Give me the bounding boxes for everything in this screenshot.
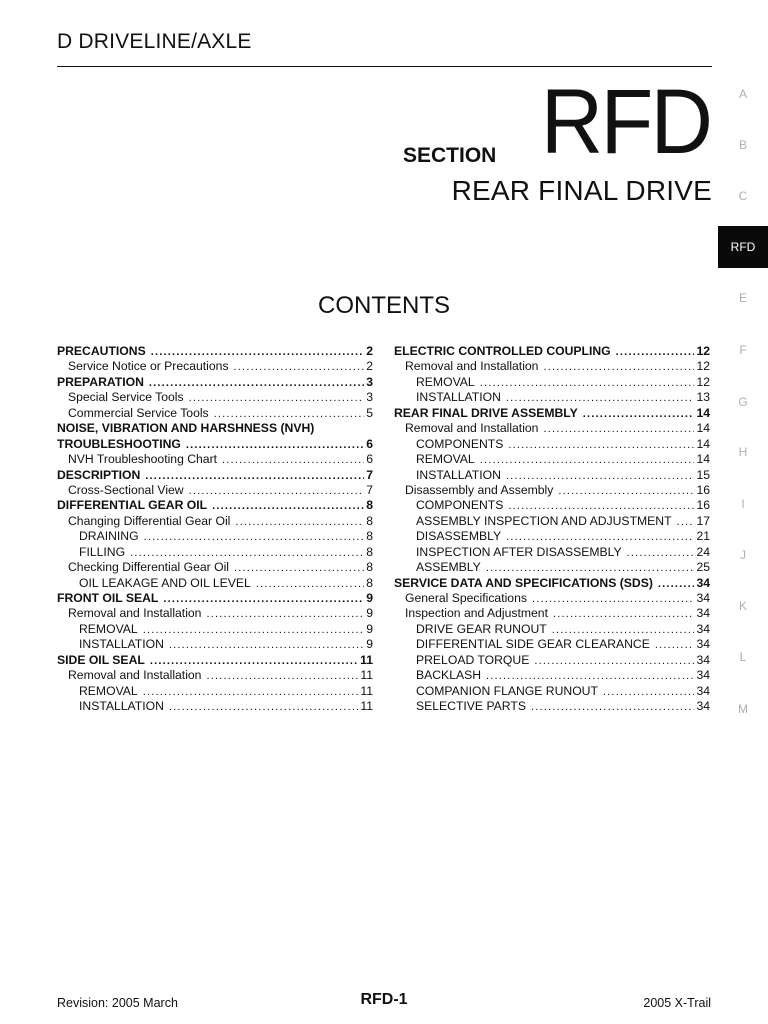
toc-entry[interactable] [394, 421, 710, 436]
toc-entry[interactable] [57, 498, 373, 513]
toc-dot-leader [163, 593, 364, 605]
toc-entry[interactable] [57, 375, 373, 390]
toc-dot-leader [583, 408, 695, 420]
toc-dot-leader [189, 485, 365, 497]
toc-dot-leader [234, 562, 364, 574]
toc-dot-leader [222, 454, 364, 466]
toc-entry[interactable] [394, 576, 710, 591]
toc-entry[interactable] [394, 591, 710, 606]
toc-entry-page: 12 [696, 374, 710, 389]
toc-entry-page: 11 [360, 683, 373, 698]
footer-revision: Revision: 2005 March [57, 996, 178, 1010]
toc-entry[interactable] [57, 406, 373, 421]
toc-entry-page: 15 [696, 467, 710, 482]
toc-entry[interactable] [57, 468, 373, 483]
toc-dot-leader [506, 392, 695, 404]
toc-dot-leader [143, 686, 359, 698]
toc-entry-title: COMPONENTS [416, 498, 504, 513]
toc-entry[interactable] [394, 529, 710, 544]
toc-dot-leader [616, 346, 695, 358]
toc-entry-title: NVH Troubleshooting Chart [68, 452, 218, 467]
toc-entry[interactable] [57, 576, 373, 591]
toc-entry-page: 34 [696, 637, 710, 652]
toc-entry-page: 34 [696, 683, 710, 698]
toc-entry-page: 5 [366, 405, 373, 420]
toc-entry-title: INSPECTION AFTER DISASSEMBLY [416, 544, 622, 559]
toc-entry[interactable] [57, 437, 373, 452]
toc-entry[interactable] [394, 668, 710, 683]
toc-entry[interactable] [57, 560, 373, 575]
toc-dot-leader [506, 470, 695, 482]
toc-entry[interactable] [57, 606, 373, 621]
toc-entry-page: 34 [696, 652, 710, 667]
toc-entry-page: 8 [366, 575, 373, 590]
toc-entry[interactable] [394, 468, 710, 483]
toc-entry[interactable] [394, 437, 710, 452]
toc-dot-leader [534, 655, 694, 667]
toc-entry[interactable] [57, 545, 373, 560]
toc-entry-page: 25 [696, 560, 710, 575]
toc-entry[interactable] [57, 699, 373, 714]
toc-entry-title: DIFFERENTIAL SIDE GEAR CLEARANCE [416, 637, 650, 652]
toc-entry-page: 2 [366, 359, 373, 374]
toc-entry[interactable] [57, 668, 373, 683]
toc-right-column [394, 344, 710, 715]
toc-dot-leader [543, 423, 694, 435]
toc-dot-leader [214, 408, 365, 420]
tab-i[interactable]: I [741, 497, 745, 511]
tab-h[interactable]: H [738, 445, 748, 459]
toc-dot-leader [130, 547, 364, 559]
toc-entry-page: 2 [366, 344, 373, 358]
toc-entry-page: 8 [366, 544, 373, 559]
toc-entry[interactable] [57, 529, 373, 544]
toc-entry-title: PRECAUTIONS [57, 344, 146, 358]
toc-entry[interactable] [394, 375, 710, 390]
toc-entry-page: 6 [366, 452, 373, 467]
toc-dot-leader [532, 593, 694, 605]
toc-dot-leader [506, 531, 694, 543]
header-rule [57, 66, 712, 67]
toc-entry-title: BACKLASH [416, 668, 482, 683]
toc-entry-title: DISASSEMBLY [416, 529, 502, 544]
tab-k[interactable]: K [738, 599, 747, 613]
toc-dot-leader [480, 454, 695, 466]
toc-entry-title: ELECTRIC CONTROLLED COUPLING [394, 344, 611, 358]
toc-entry-page: 9 [366, 621, 373, 636]
toc-entry-title: SELECTIVE PARTS [416, 699, 526, 714]
toc-dot-leader [677, 516, 695, 528]
toc-entry-title: OIL LEAKAGE AND OIL LEVEL [79, 575, 251, 590]
toc-entry[interactable] [57, 591, 373, 606]
toc-entry[interactable] [394, 406, 710, 421]
toc-entry-title: General Specifications [405, 591, 527, 605]
toc-entry-page: 34 [696, 621, 710, 636]
toc-dot-leader [552, 624, 695, 636]
toc-entry-page: 8 [366, 560, 373, 575]
toc-entry-title: INSTALLATION [79, 637, 164, 652]
toc-entry-title: DESCRIPTION [57, 467, 141, 482]
tab-rfd[interactable]: RFD [718, 226, 768, 268]
toc-entry-title: Service Notice or Precautions [68, 359, 229, 374]
toc-entry-title: INSTALLATION [416, 467, 501, 482]
tab-a[interactable]: A [738, 87, 747, 101]
toc-entry-page: 11 [360, 699, 373, 714]
toc-entry[interactable] [394, 684, 710, 699]
toc-entry-page: 11 [360, 652, 373, 667]
toc-dot-leader [186, 439, 364, 451]
toc-entry-title: Removal and Installation [405, 421, 539, 436]
toc-entry-page: 21 [696, 529, 710, 544]
toc-entry-page: 9 [366, 606, 373, 621]
toc-entry-page: 14 [696, 436, 710, 451]
toc-entry-title: TROUBLESHOOTING [57, 436, 181, 451]
toc-entry-page: 14 [696, 421, 710, 436]
toc-entry-title: REMOVAL [79, 621, 138, 636]
toc-entry-title: DRAINING [79, 529, 139, 544]
toc-entry-title: SIDE OIL SEAL [57, 652, 145, 667]
toc-entry[interactable] [394, 483, 710, 498]
toc-dot-leader [212, 500, 364, 512]
toc-entry-page: 9 [366, 637, 373, 652]
tab-e[interactable]: E [738, 291, 747, 305]
toc-dot-leader [143, 624, 365, 636]
toc-dot-leader [558, 485, 694, 497]
toc-entry-title: ASSEMBLY INSPECTION AND ADJUSTMENT [416, 513, 672, 528]
toc-entry-title: FILLING [79, 544, 126, 559]
toc-entry-page: 3 [366, 390, 373, 405]
toc-dot-leader [189, 392, 365, 404]
toc-entry-page: 24 [696, 544, 710, 559]
toc-dot-leader [508, 500, 694, 512]
section-title: REAR FINAL DRIVE [451, 175, 712, 206]
toc-entry[interactable] [57, 653, 373, 668]
toc-entry[interactable] [394, 390, 710, 405]
tab-f[interactable]: F [739, 343, 747, 357]
tab-m[interactable]: M [738, 702, 748, 716]
toc-entry-title: Cross-Sectional View [68, 482, 184, 497]
toc-entry-title: ASSEMBLY [416, 560, 481, 575]
toc-entry-title: REAR FINAL DRIVE ASSEMBLY [394, 405, 578, 420]
toc-entry-title: REMOVAL [416, 374, 475, 389]
toc-entry-title: PRELOAD TORQUE [416, 652, 530, 667]
toc-entry-title: Changing Differential Gear Oil [68, 513, 231, 528]
toc-dot-leader [169, 639, 364, 651]
toc-entry[interactable] [394, 699, 710, 714]
toc-dot-leader [480, 377, 695, 389]
toc-entry-title: Checking Differential Gear Oil [68, 560, 229, 575]
toc-dot-leader [151, 346, 365, 358]
tab-b[interactable]: B [738, 138, 747, 152]
toc-entry-page: 16 [696, 498, 710, 513]
toc-entry-title: Disassembly and Assembly [405, 482, 554, 497]
toc-entry-page: 34 [696, 575, 710, 590]
toc-entry-page: 11 [360, 668, 373, 683]
toc-entry-page: 14 [696, 452, 710, 467]
toc-entry-title: Special Service Tools [68, 390, 184, 405]
toc-entry[interactable] [57, 359, 373, 374]
toc-entry[interactable] [57, 684, 373, 699]
toc-dot-leader [486, 670, 694, 682]
tab-j[interactable]: J [740, 548, 746, 562]
toc-entry[interactable] [394, 637, 710, 652]
toc-entry[interactable] [57, 390, 373, 405]
section-code: RFD [540, 71, 710, 173]
toc-entry[interactable] [394, 498, 710, 513]
footer-model: 2005 X-Trail [643, 996, 711, 1010]
tab-l[interactable]: L [739, 650, 747, 664]
toc-entry-page: 17 [696, 513, 710, 528]
toc-dot-leader [206, 608, 364, 620]
toc-entry[interactable] [57, 622, 373, 637]
toc-entry[interactable] [394, 653, 710, 668]
toc-entry-title: Inspection and Adjustment [405, 606, 548, 621]
toc-entry-page: 8 [366, 513, 373, 528]
toc-dot-leader [508, 439, 694, 451]
toc-dot-leader [256, 578, 364, 590]
toc-entry[interactable] [394, 514, 710, 529]
toc-dot-leader [658, 578, 695, 590]
toc-entry-page: 14 [696, 405, 710, 420]
toc-entry-page: 7 [366, 482, 373, 497]
tab-g[interactable]: G [738, 395, 748, 409]
toc-entry-title: DRIVE GEAR RUNOUT [416, 621, 547, 636]
toc-entry-page: 34 [696, 606, 710, 621]
toc-dot-leader [531, 701, 694, 713]
toc-entry[interactable] [57, 421, 373, 436]
toc-entry[interactable] [394, 359, 710, 374]
toc-entry-title: Removal and Installation [68, 668, 202, 683]
toc-entry-title: COMPANION FLANGE RUNOUT [416, 683, 598, 698]
toc-entry[interactable] [57, 344, 373, 359]
toc-entry-page: 8 [366, 498, 373, 513]
toc-entry-page: 34 [696, 668, 710, 683]
toc-entry-page: 12 [696, 344, 710, 358]
toc-entry-page: 12 [696, 359, 710, 374]
toc-dot-leader [603, 686, 695, 698]
toc-entry-page: 9 [366, 591, 373, 605]
toc-entry[interactable] [57, 452, 373, 467]
toc-entry[interactable] [394, 606, 710, 621]
toc-entry[interactable] [394, 344, 710, 359]
group-label: D DRIVELINE/AXLE [57, 30, 252, 53]
toc-entry-page: 6 [366, 436, 373, 451]
toc-entry-title: DIFFERENTIAL GEAR OIL [57, 498, 208, 513]
toc-entry-page: 16 [696, 482, 710, 497]
toc-entry[interactable] [57, 514, 373, 529]
toc-dot-leader [655, 639, 695, 651]
toc-left-column [57, 344, 373, 715]
toc-dot-leader [234, 361, 365, 373]
toc-entry-title: PREPARATION [57, 374, 144, 389]
toc-entry-page: 7 [366, 467, 373, 482]
toc-dot-leader [206, 670, 358, 682]
toc-entry[interactable] [394, 622, 710, 637]
toc-dot-leader [144, 531, 365, 543]
toc-entry-title: FRONT OIL SEAL [57, 591, 159, 605]
toc-entry-title: SERVICE DATA AND SPECIFICATIONS (SDS) [394, 575, 653, 590]
toc-dot-leader [150, 655, 358, 667]
toc-entry[interactable] [57, 637, 373, 652]
toc-entry-page: 8 [366, 529, 373, 544]
toc-entry[interactable] [394, 452, 710, 467]
toc-entry[interactable] [394, 560, 710, 575]
toc-entry-title: NOISE, VIBRATION AND HARSHNESS (NVH) [57, 421, 315, 436]
toc-dot-leader [627, 547, 695, 559]
toc-entry-title: Commercial Service Tools [68, 405, 209, 420]
toc-dot-leader [235, 516, 364, 528]
toc-entry-title: Removal and Installation [405, 359, 539, 374]
toc-entry[interactable] [57, 483, 373, 498]
section-word: SECTION [403, 144, 497, 167]
toc-entry-page: 34 [696, 699, 710, 714]
toc-dot-leader [149, 377, 364, 389]
toc-entry-title: COMPONENTS [416, 436, 504, 451]
toc-dot-leader [486, 562, 695, 574]
footer-page-id: RFD-1 [360, 991, 408, 1008]
toc-dot-leader [145, 470, 364, 482]
toc-dot-leader [553, 608, 694, 620]
toc-entry-page: 34 [696, 591, 710, 605]
toc-entry-title: INSTALLATION [416, 390, 501, 405]
toc-entry-title: INSTALLATION [79, 699, 164, 714]
tab-c[interactable]: C [738, 189, 748, 203]
toc-entry-title: Removal and Installation [68, 606, 202, 621]
toc-entry-title: REMOVAL [416, 452, 475, 467]
toc-dot-leader [543, 361, 694, 373]
section-tabs [718, 0, 768, 1024]
toc-entry-page: 13 [696, 390, 710, 405]
toc-entry-title: REMOVAL [79, 683, 138, 698]
toc-dot-leader [169, 701, 358, 713]
toc-entry-page: 3 [366, 374, 373, 389]
toc-entry[interactable] [394, 545, 710, 560]
contents-heading: CONTENTS [318, 292, 450, 319]
